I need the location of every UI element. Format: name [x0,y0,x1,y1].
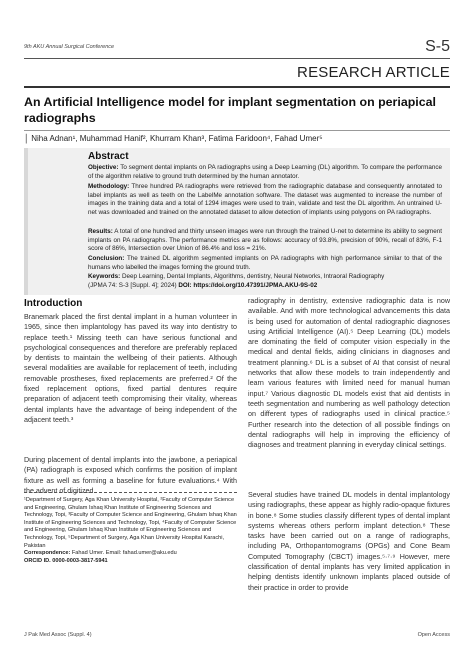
abstract-keywords [88,273,442,290]
article-type-divider [24,86,450,88]
abstract-results [88,228,442,254]
results-text: A total of one hundred and thirty unseen images were run through the trained U-net to determine its ability to segment implants on PA radiographs. The performance metrics are as follows: accuracy of 93.8%, precision of 90%, recall of 83%, F-1 score of 86%, Intersection over Union of 86.4% and loss = 21%. [88,228,442,253]
objective-label: Objective: [88,164,119,171]
correspondence-text[interactable]: Fahad Umer. Email: fahad.umer@aku.edu [71,550,177,557]
doi-link[interactable]: DOI: https://doi.org/10.47391/JPMA.AKU-9S-02 [178,281,318,289]
keywords-text: Deep Learning, Dental Implants, Algorithms, dentistry, Neural Networks, Intraoral Radiography [121,273,385,280]
introduction-heading: Introduction [24,298,83,309]
methodology-label: Methodology: [88,183,130,190]
access-footer: Open Access [417,632,450,638]
intro-paragraph-2 [24,455,237,496]
authors-divider [24,130,450,131]
citation-text: (JPMA 74: S-3 [Suppl. 4]; 2024) [88,281,177,289]
abstract-objective [88,164,442,181]
orcid-value: 0000-0003-3817-5941 [52,557,108,564]
article-title: An Artificial Intelligence model for implant segmentation on periapical radiographs [24,95,436,125]
intro-paragraph-3 [248,296,450,450]
abstract-heading: Abstract [88,151,129,162]
affiliations-text: ¹Department of Surgery, Aga Khan University Hospital, ²Faculty of Computer Science and Engineering, Ghulam Ishaq Khan Institute of Engineering Sciences and Technology, Topi, ³Faculty of Computer Science and Engineering, Ghulam Ishaq Khan Institute of Engineering Sciences and Technology, Topi, ⁴Faculty of Computer Science and Engineering, Ghulam Ishaq Khan Institute of Engineering Sciences and Technology, Topi, ⁵Department of Surgery, Aga Khan University Hospital Karachi, Pakistan [24,497,237,549]
abstract-methodology [88,183,442,217]
methodology-text: Three hundred PA radiographs were retrieved from the radiographic database and consequently annotated to label implants as well as teeth on the LabelMe annotation software. The dataset was augmented to increase the number of images in the training data and a total of 1294 images were used to train, validate and test the DL algorithm. An untrained U-net was downloaded and trained on the annotated dataset to allow detection of implants using polygons on PA radiographs. [88,183,442,216]
objective-text: To segment dental implants on PA radiographs using a Deep Learning (DL) algorithm. To compare the performance of the algorithm relative to ground truth determined by the human annotator. [88,164,443,180]
intro-p4-text: Several studies have trained DL models in dental implantology using radiographs, these appear as highly radio-opaque fixtures in bone.⁸ Some studies classify different types of dental implant systems whereas others perform implant detection.⁸ These tasks have been carried out on a range of radiographs, including PA, Orthopantomograms (OPGs) and Cone Beam Computed Tomography (CBCT) images.⁵·⁷·⁹ However, mere classification of dental implants has very limited application in helping dentists identify unknown implants placed outside of their practice in order to provide [248,491,450,592]
abstract-side-bar [24,148,28,295]
author-marker-icon: │ [24,134,29,143]
conclusion-label: Conclusion: [88,255,125,262]
authors-text: Niha Adnan¹, Muhammad Hanif², Khurram Khan³, Fatima Faridoon⁴, Fahad Umer⁵ [31,134,323,143]
conclusion-text: The trained DL algorithm segmented implants on PA radiographs with high performance similar to that of the humans who labelled the images forming the ground truth. [88,255,442,271]
affiliation-footnotes [24,497,237,565]
intro-p1-text: Branemark placed the first dental implant in a human volunteer in 1965, since then implantology has paved its way into dentistry to replace teeth.¹ Missing teeth can have serious functional and psychological consequences and therefore are preferably replaced by dentists to maintain the wellbeing of their patients. Although several modalities are available for replacement of teeth, including removable prostheses, fixed replacements are preferred.² Of the fixed replacement options, fixed partial dentures require preparation of adjacent teeth compromising their vitality, whereas dental implants have the advantage of being independent of the adjacent teeth.³ [24,313,237,424]
abstract-conclusion [88,255,442,272]
correspondence-label: Correspondence: [24,550,71,557]
journal-footer: J Pak Med Assoc (Suppl. 4) [24,632,92,638]
intro-p3-text: radiography in dentistry, extensive radiographic data is now available. And with more technological advancements this data is being used for automation of dental radiographic diagnoses using Artificial Intelligence (AI).⁵ Deep Learning (DL) models are dominating the field of computer vision especially in the medical and dental fields, aiding clinicians in diagnoses and treatment planning.⁶ DL is a subset of AI that consist of neural networks that allow these models to train independently and learn various features with limited need for manual human input.⁷ Various diagnostic DL models exist that aid dentists in teeth segmentation and numbering as well pathology detection on different types of radiographs used in clinical practice.⁵ Further research into the detection of all possible findings on dental radiographs will help in improving the efficiency of diagnoses and treatment planning in everyday clinical settings. [248,297,450,450]
keywords-label: Keywords: [88,273,121,280]
footnote-divider [24,492,237,493]
header-divider [24,58,450,59]
author-list [24,134,323,143]
article-type-label: RESEARCH ARTICLE [297,64,450,81]
intro-paragraph-1 [24,312,237,425]
results-label: Results: [88,228,113,235]
intro-p2-text: During placement of dental implants into the jawbone, a periapical (PA) radiograph is exposed which confirms the position of implant fixture as well as forming a baseline for future evaluations.⁴ With the advent of digitized [24,456,237,495]
conference-name: 9th AKU Annual Surgical Conference [24,44,115,50]
intro-paragraph-4 [248,490,450,593]
page-number: S-5 [425,38,450,55]
orcid-label: ORCID ID. [24,557,51,564]
